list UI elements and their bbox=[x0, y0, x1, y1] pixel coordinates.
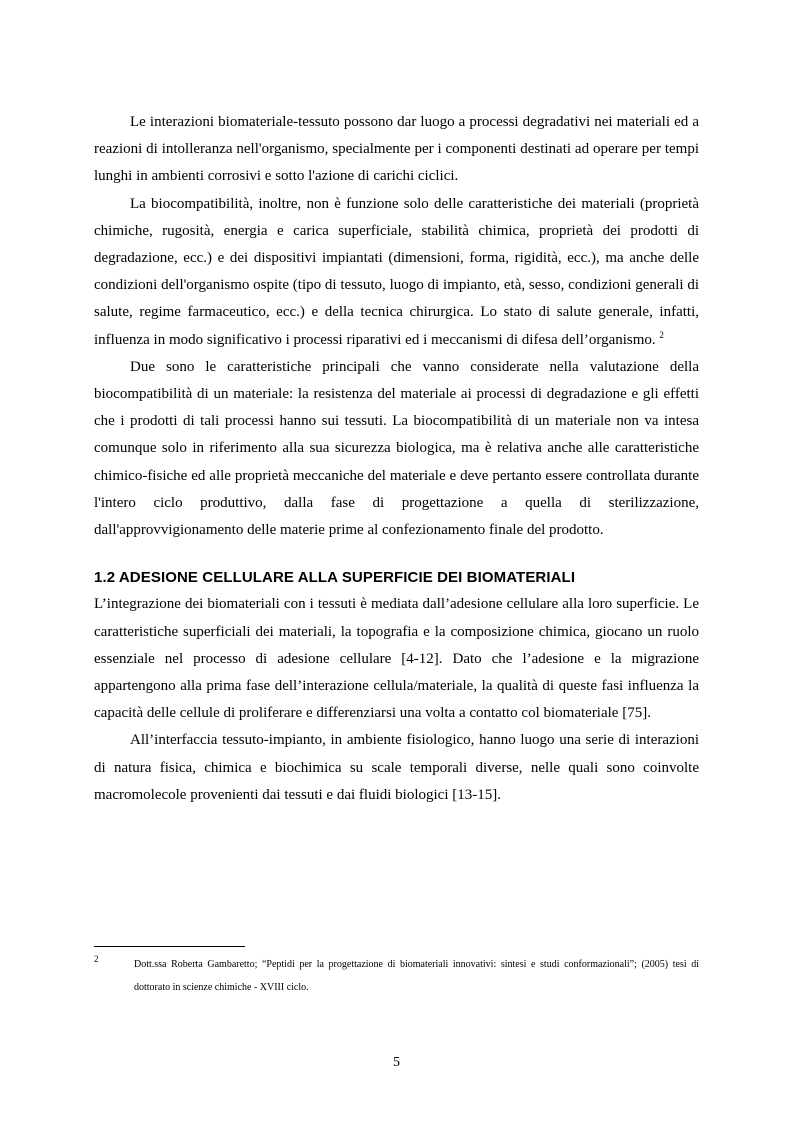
paragraph: Le interazioni biomateriale-tessuto possono dar luogo a processi degradativi nei materiali ed a reazioni di intolleranza nell'organismo, specialmente per i componenti destinati ad operare per tempi lunghi in ambienti corrosivi e sotto l'azione di carichi ciclici. bbox=[94, 114, 699, 185]
paragraph-text: La biocompatibilità, inoltre, non è funzione solo delle caratteristiche dei materiali (proprietà chimiche, rugosità, energia e carica superficiale, stabilità chimica, proprietà dei prodotti di degradazione, ecc.) e dei dispositivi impiantati (dimensioni, forma, rigidità, ecc.), ma anche delle condizioni dell'organismo ospite (tipo di tessuto, luogo di impianto, età, sesso, condizioni generali di salute, regime farmaceutico, ecc.) e della tecnica chirurgica. Lo stato di salute generale, infatti, influenza in modo significativo i processi riparativi ed i meccanismi di difesa dell’organismo. bbox=[94, 195, 699, 348]
section-heading: 1.2 ADESIONE CELLULARE ALLA SUPERFICIE DEI BIOMATERIALI bbox=[94, 569, 576, 587]
footnote-text: Dott.ssa Roberta Gambaretto; “Peptidi per la progettazione di biomateriali innovativi: sintesi e studi conformazionali”; (2005) tesi di dottorato in scienze chimiche - XVIII ciclo. bbox=[134, 959, 699, 993]
paragraph: L’integrazione dei biomateriali con i tessuti è mediata dall’adesione cellulare alla loro superficie. Le caratteristiche superficiali dei materiali, la topografia e la composizione chimica, giocano un ruolo essenziale nel processo di adesione cellulare [4-12]. Dato che l’adesione e la migrazione appartengono alla prima fase dell’interazione cellula/materiale, la qualità di queste fasi influenza la capacità delle cellule di proliferare e differenziarsi una volta a contatto col biomateriale [75]. bbox=[94, 596, 699, 722]
footnote bbox=[94, 953, 699, 999]
footnote-marker: 2 bbox=[94, 954, 99, 964]
footnote-reference[interactable]: 2 bbox=[659, 329, 664, 340]
paragraph: Due sono le caratteristiche principali che vanno considerate nella valutazione della biocompatibilità di un materiale: la resistenza del materiale ai processi di degradazione e gli effetti che i prodotti di tali processi hanno sui tessuti. La biocompatibilità di un materiale non va intesa comunque solo in riferimento alla sua sicurezza biologica, ma è relativa anche alle caratteristiche chimico-fisiche ed alle proprietà meccaniche del materiale e deve pertanto essere controllata durante l'intero ciclo produttivo, dalla fase di progettazione a quella di sterilizzazione, dall'approvvigionamento delle materie prime al confezionamento finale del prodotto. bbox=[94, 358, 699, 539]
page-number: 5 bbox=[393, 1055, 400, 1070]
body-text bbox=[94, 109, 699, 809]
footnote-divider bbox=[94, 946, 245, 947]
paragraph: All’interfaccia tessuto-impianto, in ambiente fisiologico, hanno luogo una serie di interazioni di natura fisica, chimica e biochimica su scale temporali diverse, nelle quali sono coinvolte macromolecole provenienti dai tessuti e dai fluidi biologici [13-15]. bbox=[94, 732, 699, 803]
paragraph bbox=[94, 191, 699, 354]
